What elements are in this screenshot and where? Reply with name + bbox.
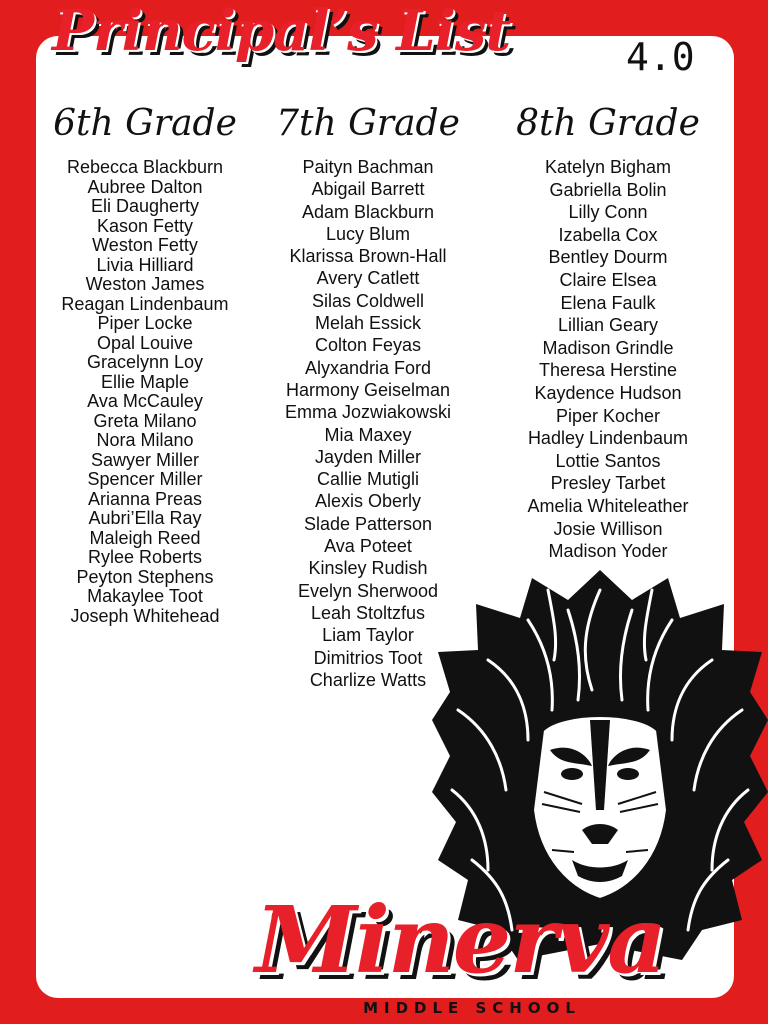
student-name: Weston James — [85, 274, 205, 294]
student-name: Nora Milano — [96, 430, 194, 450]
student-name: Melah Essick — [314, 313, 422, 334]
school-type-label: MIDDLE SCHOOL — [363, 999, 581, 1017]
student-name: Piper Kocher — [555, 405, 661, 426]
student-name: Alyxandria Ford — [304, 357, 432, 378]
student-name: Harmony Geiselman — [285, 379, 451, 400]
student-name: Liam Taylor — [322, 625, 414, 646]
student-name: Mia Maxey — [324, 424, 412, 445]
student-name: Makaylee Toot — [87, 586, 203, 606]
student-name: Ava McCauley — [87, 391, 203, 411]
student-name: Rebecca Blackburn — [66, 157, 224, 177]
student-name: Weston Fetty — [92, 235, 198, 255]
student-name: Silas Coldwell — [311, 290, 425, 311]
school-name-logo: Minerva — [255, 886, 665, 994]
gpa-label: 4.0 — [626, 35, 695, 79]
student-name: Leah Stoltzfus — [310, 602, 426, 623]
student-name: Charlize Watts — [309, 669, 427, 690]
student-name: Spencer Miller — [87, 469, 203, 489]
student-name: Abigail Barrett — [311, 179, 425, 200]
grade-8-column — [488, 92, 728, 563]
student-name: Josie Willison — [553, 518, 663, 539]
student-name: Aubri’Ella Ray — [88, 508, 202, 528]
student-name: Bentley Dourm — [548, 247, 668, 268]
student-name: Piper Locke — [97, 313, 193, 333]
student-name: Presley Tarbet — [550, 473, 666, 494]
student-name: Lucy Blum — [325, 223, 411, 244]
grade-8-list — [488, 156, 728, 563]
student-name: Elena Faulk — [560, 292, 656, 313]
grade-7-heading: 7th Grade — [276, 103, 460, 144]
student-name: Amelia Whiteleather — [527, 495, 689, 516]
student-name: Gracelynn Loy — [86, 352, 204, 372]
student-name: Alexis Oberly — [314, 491, 422, 512]
student-name: Rylee Roberts — [87, 547, 203, 567]
student-name: Arianna Preas — [87, 488, 203, 509]
student-name: Opal Louive — [96, 332, 194, 353]
student-name: Kinsley Rudish — [308, 558, 428, 579]
student-name: Izabella Cox — [558, 224, 658, 245]
student-name: Slade Patterson — [303, 513, 433, 534]
student-name: Madison Grindle — [542, 337, 674, 358]
student-name: Greta Milano — [93, 410, 197, 431]
student-name: Aubree Dalton — [87, 176, 203, 197]
student-name: Reagan Lindenbaum — [61, 293, 229, 314]
student-name: Gabriella Bolin — [549, 179, 667, 200]
student-name: Colton Feyas — [314, 335, 422, 356]
student-name: Lillian Geary — [557, 315, 659, 336]
student-name: Paityn Bachman — [302, 157, 434, 177]
grade-8-heading: 8th Grade — [516, 103, 700, 144]
student-name: Avery Catlett — [316, 268, 420, 289]
student-name: Dimitrios Toot — [313, 647, 423, 668]
page-title: Principal’s List — [52, 0, 511, 64]
student-name: Kaydence Hudson — [534, 382, 682, 403]
student-name: Ava Poteet — [324, 536, 412, 557]
student-name: Sawyer Miller — [90, 449, 200, 470]
student-name: Emma Jozwiakowski — [284, 402, 452, 423]
student-name: Lilly Conn — [568, 202, 648, 223]
student-name: Kason Fetty — [96, 215, 194, 236]
student-name: Callie Mutigli — [316, 469, 420, 490]
student-name: Peyton Stephens — [76, 566, 214, 587]
student-name: Livia Hilliard — [96, 254, 194, 275]
student-name: Hadley Lindenbaum — [527, 428, 689, 449]
student-name: Theresa Herstine — [538, 360, 678, 381]
grade-6-list — [25, 158, 265, 626]
grade-6-column — [25, 92, 265, 626]
student-name: Katelyn Bigham — [544, 157, 672, 177]
student-name: Eli Daugherty — [90, 196, 200, 216]
student-name: Lottie Santos — [555, 450, 661, 471]
student-name: Klarissa Brown-Hall — [289, 246, 447, 267]
student-name: Adam Blackburn — [301, 201, 435, 222]
student-name: Maleigh Reed — [89, 527, 201, 548]
grade-6-heading: 6th Grade — [53, 103, 237, 144]
student-name: Evelyn Sherwood — [297, 580, 439, 601]
student-name: Ellie Maple — [100, 371, 190, 392]
student-name: Jayden Miller — [314, 446, 422, 467]
student-name: Claire Elsea — [559, 269, 657, 290]
student-name: Joseph Whitehead — [70, 605, 220, 626]
student-name: Madison Yoder — [548, 541, 668, 562]
